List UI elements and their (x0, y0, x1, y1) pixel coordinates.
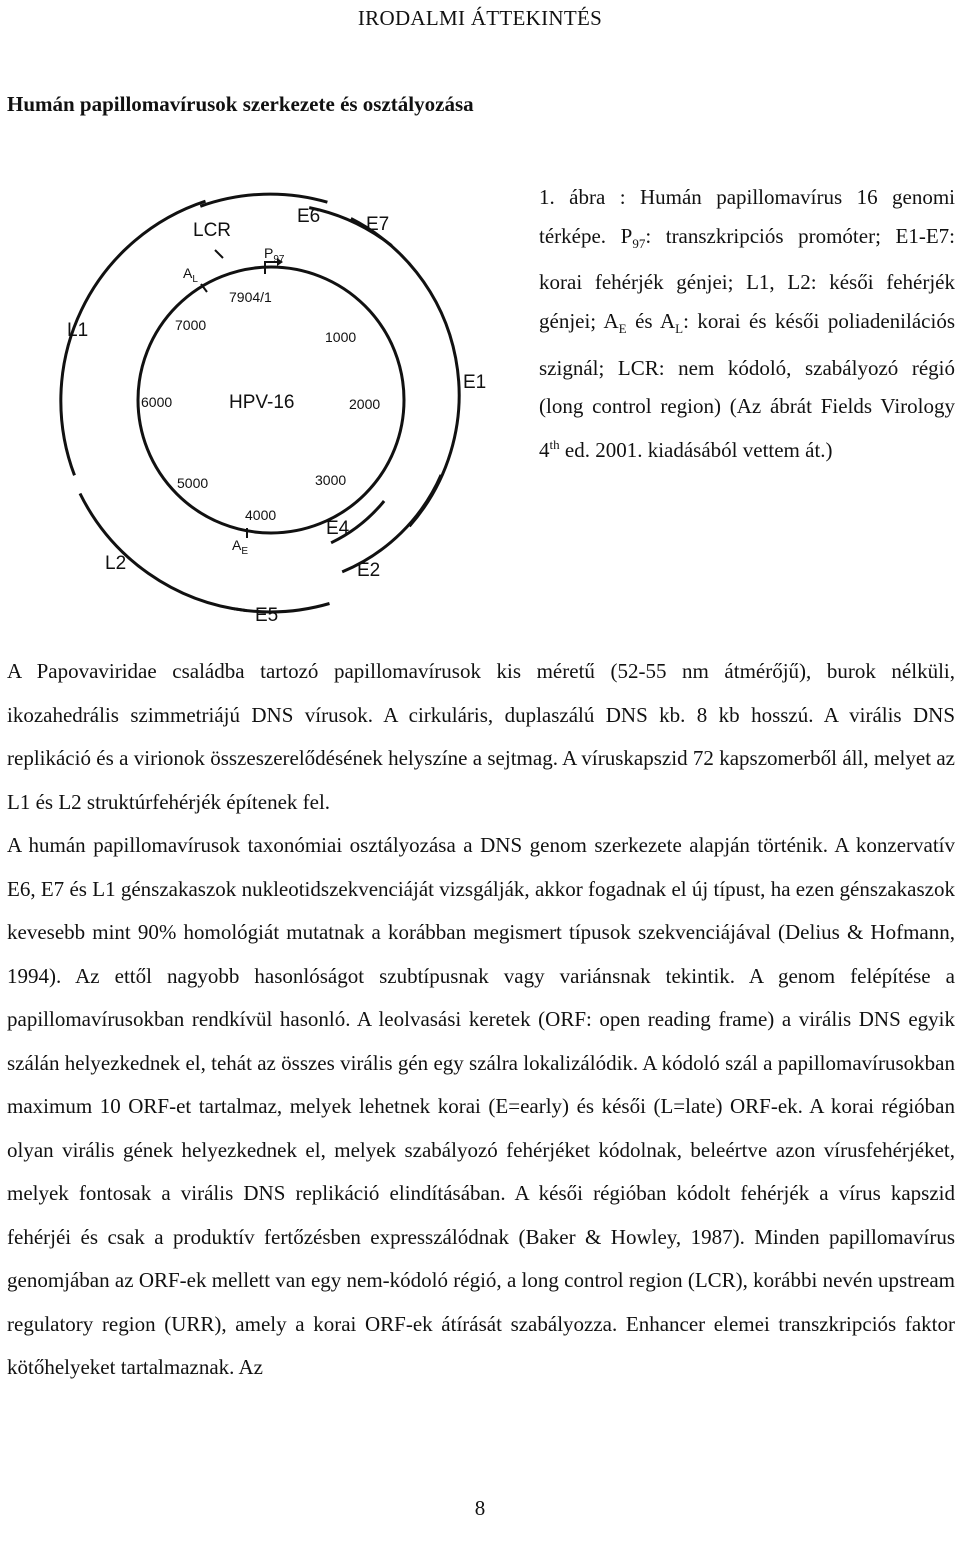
caption-al-sub: L (675, 321, 684, 337)
label-l2: L2 (105, 553, 127, 574)
paragraph-1: A Papovaviridae családba tartozó papillomavírusok kis méretű (52-55 nm átmérőjű), burok nélküli, ikozahedrális szimmetriájú DNS vírusok. A cirkuláris, duplaszálú DNS kb. 8 kb hosszú. A virális DNS replikáció és a virionok összeszerelődésének helyszíne a sejtmag. A víruskapszid 72 kapszomerből áll, melyet az L1 és L2 struktúrfehérjék építenek fel. (7, 659, 955, 814)
section-title: Humán papillomavírusok szerkezete és osztályozása (7, 92, 474, 116)
label-pos-6000: 6000 (141, 394, 173, 410)
label-pos-3000: 3000 (315, 472, 347, 488)
label-e1: E1 (463, 372, 487, 393)
arc-e5 (234, 604, 329, 612)
label-e2: E2 (357, 560, 381, 581)
label-pos-5000: 5000 (177, 475, 209, 491)
arc-e2 (342, 475, 441, 572)
lcr-mark (215, 250, 223, 258)
arc-e6 (200, 194, 327, 206)
label-pos-7000: 7000 (175, 317, 207, 333)
caption-part5: ed. 2001. kiadásából vettem át.) (559, 437, 833, 462)
label-lcr: LCR (193, 220, 232, 241)
paragraph-2: A humán papillomavírusok taxonómiai osztályozása a DNS genom szerkezete alapján történik. A konzervatív E6, E7 és L1 génszakaszok nukleotidszekvenciáját vizsgálják, akkor fogadnak el új típust, ha ezen génszakaszok kevesebb mint 90% homológiát mutatnak a korábban megismert típusok szekvenciájával (Delius & Hofmann, 1994). Az ettől nagyobb hasonlóságot szubtípusnak vagy variánsnak tekintik. A genom felépítése a papillomavírusokban rendkívül hasonló. A leolvasási keretek (ORF: open reading frame) a virális DNS egyik szálán helyezkednek el, tehát az összes virális gén egy szálra lokalizálódik. A kódoló szál a papillomavírusokban maximum 10 ORF-et tartalmaz, melyek lehetnek korai (E=early) és késői (L=late) ORF-ek. A korai régióban olyan virális gének helyezkednek el, melyek szabályozó fehérjéket kódolnak, beleértve azon vírusfehérjéket, melyek fontosak a virális DNS replikáció elindításában. A késői régióban kódolt fehérjék a vírus kapszid fehérjéi és csak a produktív fertőzésben expresszálódnak (Baker & Howley, 1987). Minden papillomavírus genomjában az ORF-ek mellett van egy nem-kódoló régió, a long control region (LCR), korábbi nevén upstream regulatory region (URR), amely a korai ORF-ek átírását szabályozza. Enhancer elemei transzkripciós faktor kötőhelyeket tartalmaznak. Az (7, 833, 955, 1379)
label-pos-1000: 1000 (325, 329, 357, 345)
hpv16-genome-map (5, 178, 520, 638)
caption-part1: 1. ábra : Humán papillomavírus 16 genomi térképe. P (539, 185, 955, 248)
label-pos-4000: 4000 (245, 507, 277, 523)
caption-ae-sub: E (618, 321, 627, 337)
arc-e1 (351, 219, 459, 527)
body-text (7, 650, 955, 1390)
label-al: $A_L$ (183, 265, 198, 285)
label-ae: $A_E$ (232, 537, 249, 557)
label-pos-2000: 2000 (349, 396, 381, 412)
running-header: IRODALMI ÁTTEKINTÉS (357, 6, 603, 30)
label-e7: E7 (366, 214, 390, 235)
label-e5: E5 (255, 605, 279, 626)
caption-part2: : transzkripciós promóter; E1-E7: korai fehérjék génjei; L1, L2: késői fehérjék génjei; A (539, 223, 955, 333)
caption-part3: és A (626, 308, 676, 333)
caption-th-sup: th (549, 436, 560, 452)
label-e6: E6 (297, 206, 321, 227)
caption-p-sub: 97 (632, 235, 646, 251)
label-l1: L1 (67, 320, 89, 341)
label-origin: 7904/1 (229, 289, 272, 305)
label-e4: E4 (326, 518, 350, 539)
figure-caption (539, 178, 955, 470)
label-p97: $P_{97}$ (264, 245, 285, 265)
genome-map-svg (5, 178, 520, 638)
label-hpv16: HPV-16 (229, 392, 295, 413)
page-number: 8 (474, 1496, 486, 1520)
caption-part4: : korai és késői poliadenilációs szignál; LCR: nem kódoló, szabályozó régió (long control region) (Az ábrát Fields Virology 4 (539, 308, 955, 462)
